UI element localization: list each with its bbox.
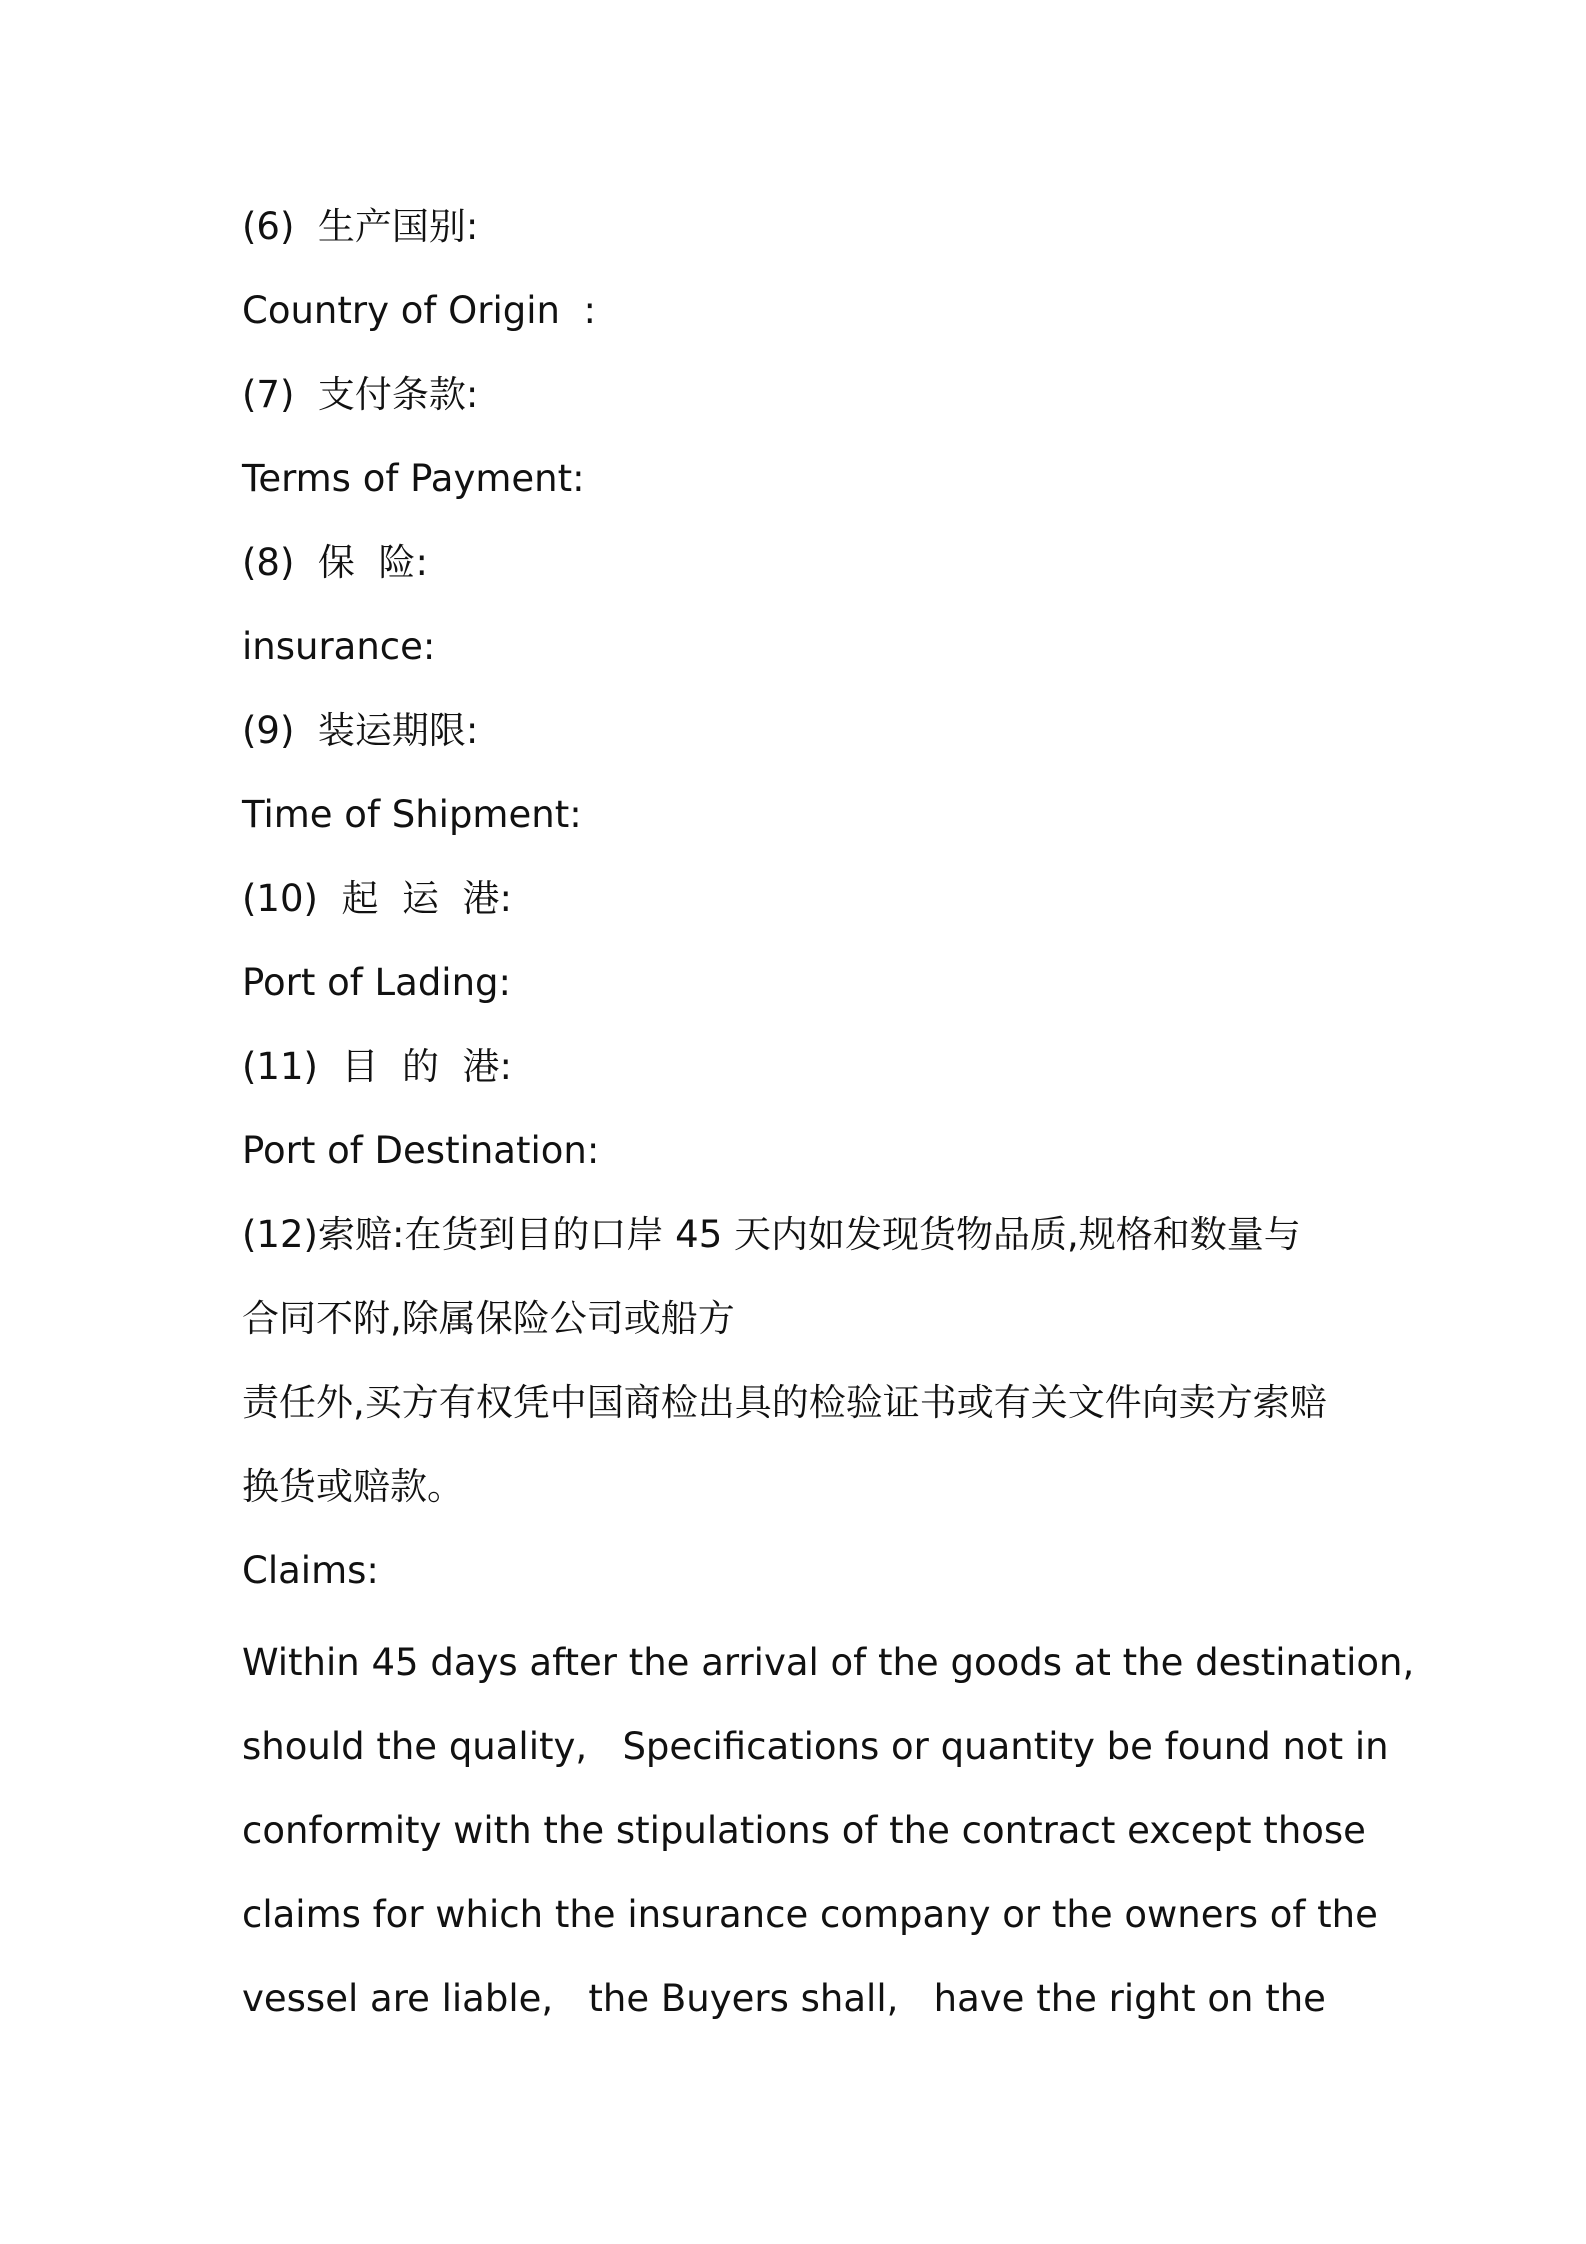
country-of-origin-label-cn: (6) 生产国别:: [242, 205, 479, 248]
shipment-time-label-en: Time of Shipment:: [242, 793, 582, 836]
port-of-lading-label-cn: (10) 起 运 港:: [242, 877, 512, 920]
claims-heading-en: Claims:: [242, 1549, 379, 1592]
port-of-lading-label-en: Port of Lading:: [242, 961, 511, 1004]
insurance-label-en: insurance:: [242, 625, 436, 668]
claims-clause-en-line-4: claims for which the insurance company or the owners of the: [242, 1893, 1378, 1936]
claims-clause-cn-line-2: 合同不附,除属保险公司或船方: [242, 1297, 735, 1340]
claims-clause-en-line-2: should the quality, Specifications or quantity be found not in: [242, 1725, 1389, 1768]
port-of-destination-label-en: Port of Destination:: [242, 1129, 600, 1172]
claims-clause-en-line-1: Within 45 days after the arrival of the goods at the destination,: [242, 1641, 1415, 1684]
claims-clause-en-line-3: conformity with the stipulations of the contract except those: [242, 1809, 1366, 1852]
payment-terms-label-en: Terms of Payment:: [242, 457, 585, 500]
claims-clause-cn-line-1: (12)索赔:在货到目的口岸 45 天内如发现货物品质,规格和数量与: [242, 1213, 1301, 1256]
insurance-label-cn: (8) 保 险:: [242, 541, 428, 584]
shipment-time-label-cn: (9) 装运期限:: [242, 709, 479, 752]
claims-clause-cn-line-4: 换货或赔款。: [242, 1465, 464, 1508]
country-of-origin-label-en: Country of Origin :: [242, 289, 596, 332]
claims-clause-en-line-5: vessel are liable, the Buyers shall, have the right on the: [242, 1977, 1326, 2020]
claims-clause-cn-line-3: 责任外,买方有权凭中国商检出具的检验证书或有关文件向卖方索赔: [242, 1381, 1327, 1424]
port-of-destination-label-cn: (11) 目 的 港:: [242, 1045, 512, 1088]
payment-terms-label-cn: (7) 支付条款:: [242, 373, 479, 416]
